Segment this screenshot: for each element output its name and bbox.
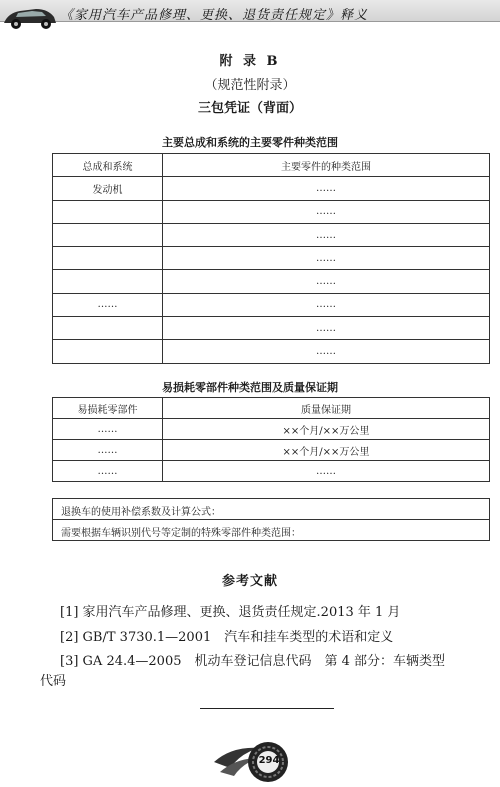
reference-item: [1] 家用汽车产品修理、更换、退货责任规定.2013 年 1 月 [60, 605, 401, 620]
table-cell: …… [163, 223, 490, 246]
table-cell: …… [53, 440, 163, 461]
column-header: 主要零件的种类范围 [163, 154, 490, 177]
table-row [53, 270, 490, 293]
table-row [53, 200, 490, 223]
table-row [53, 177, 490, 200]
car-logo-icon [2, 1, 58, 31]
wear-parts-table [52, 397, 490, 482]
table-cell [53, 223, 163, 246]
table-cell: …… [163, 200, 490, 223]
end-rule [200, 708, 334, 709]
table-row [53, 340, 490, 363]
table-cell: …… [163, 177, 490, 200]
table-cell [53, 317, 163, 340]
reference-item: [3] GA 24.4—2005 机动车登记信息代码 第 4 部分：车辆类型 [60, 654, 446, 669]
table-cell: …… [53, 461, 163, 482]
table-cell: …… [53, 419, 163, 440]
references-title: 参考文献 [221, 574, 278, 589]
header-title: 《家用汽车产品修理、更换、退货责任规定》释义 [60, 8, 369, 23]
table-cell: 发动机 [53, 177, 163, 200]
running-header [0, 0, 500, 30]
table-row [53, 293, 490, 316]
table-cell: …… [163, 293, 490, 316]
table-cell: ××个月/××万公里 [163, 440, 490, 461]
table-cell: …… [163, 270, 490, 293]
appendix-label: 附 录 B [219, 54, 281, 69]
table-cell [53, 270, 163, 293]
table-cell [53, 340, 163, 363]
column-header: 质量保证期 [163, 398, 490, 419]
table-cell: …… [163, 340, 490, 363]
page-number: 294 [258, 755, 280, 766]
table-cell: …… [163, 247, 490, 270]
column-header: 易损耗零部件 [53, 398, 163, 419]
table-cell: …… [163, 461, 490, 482]
appendix-note: （规范性附录） [204, 78, 296, 93]
column-header: 总成和系统 [53, 154, 163, 177]
table-row [53, 419, 490, 440]
table-row [53, 223, 490, 246]
reference-item-continuation: 代码 [40, 674, 67, 689]
table-row [53, 461, 490, 482]
table-cell [53, 200, 163, 223]
major-parts-table-title: 主要总成和系统的主要零件种类范围 [162, 136, 338, 149]
table-cell: …… [163, 317, 490, 340]
special-parts-note: 需要根据车辆识别代号等定制的特殊零部件种类范围： [52, 519, 490, 541]
appendix-title: 三包凭证（背面） [197, 101, 302, 116]
table-cell [53, 247, 163, 270]
table-cell: …… [53, 293, 163, 316]
table-row [53, 247, 490, 270]
table-cell: ××个月/××万公里 [163, 419, 490, 440]
major-parts-table [52, 153, 490, 364]
compensation-note: 退换车的使用补偿系数及计算公式： [52, 498, 490, 520]
wear-parts-table-title: 易损耗零部件种类范围及质量保证期 [162, 381, 338, 394]
table-row [53, 317, 490, 340]
table-row [53, 440, 490, 461]
reference-item: [2] GB/T 3730.1—2001 汽车和挂车类型的术语和定义 [60, 630, 394, 645]
